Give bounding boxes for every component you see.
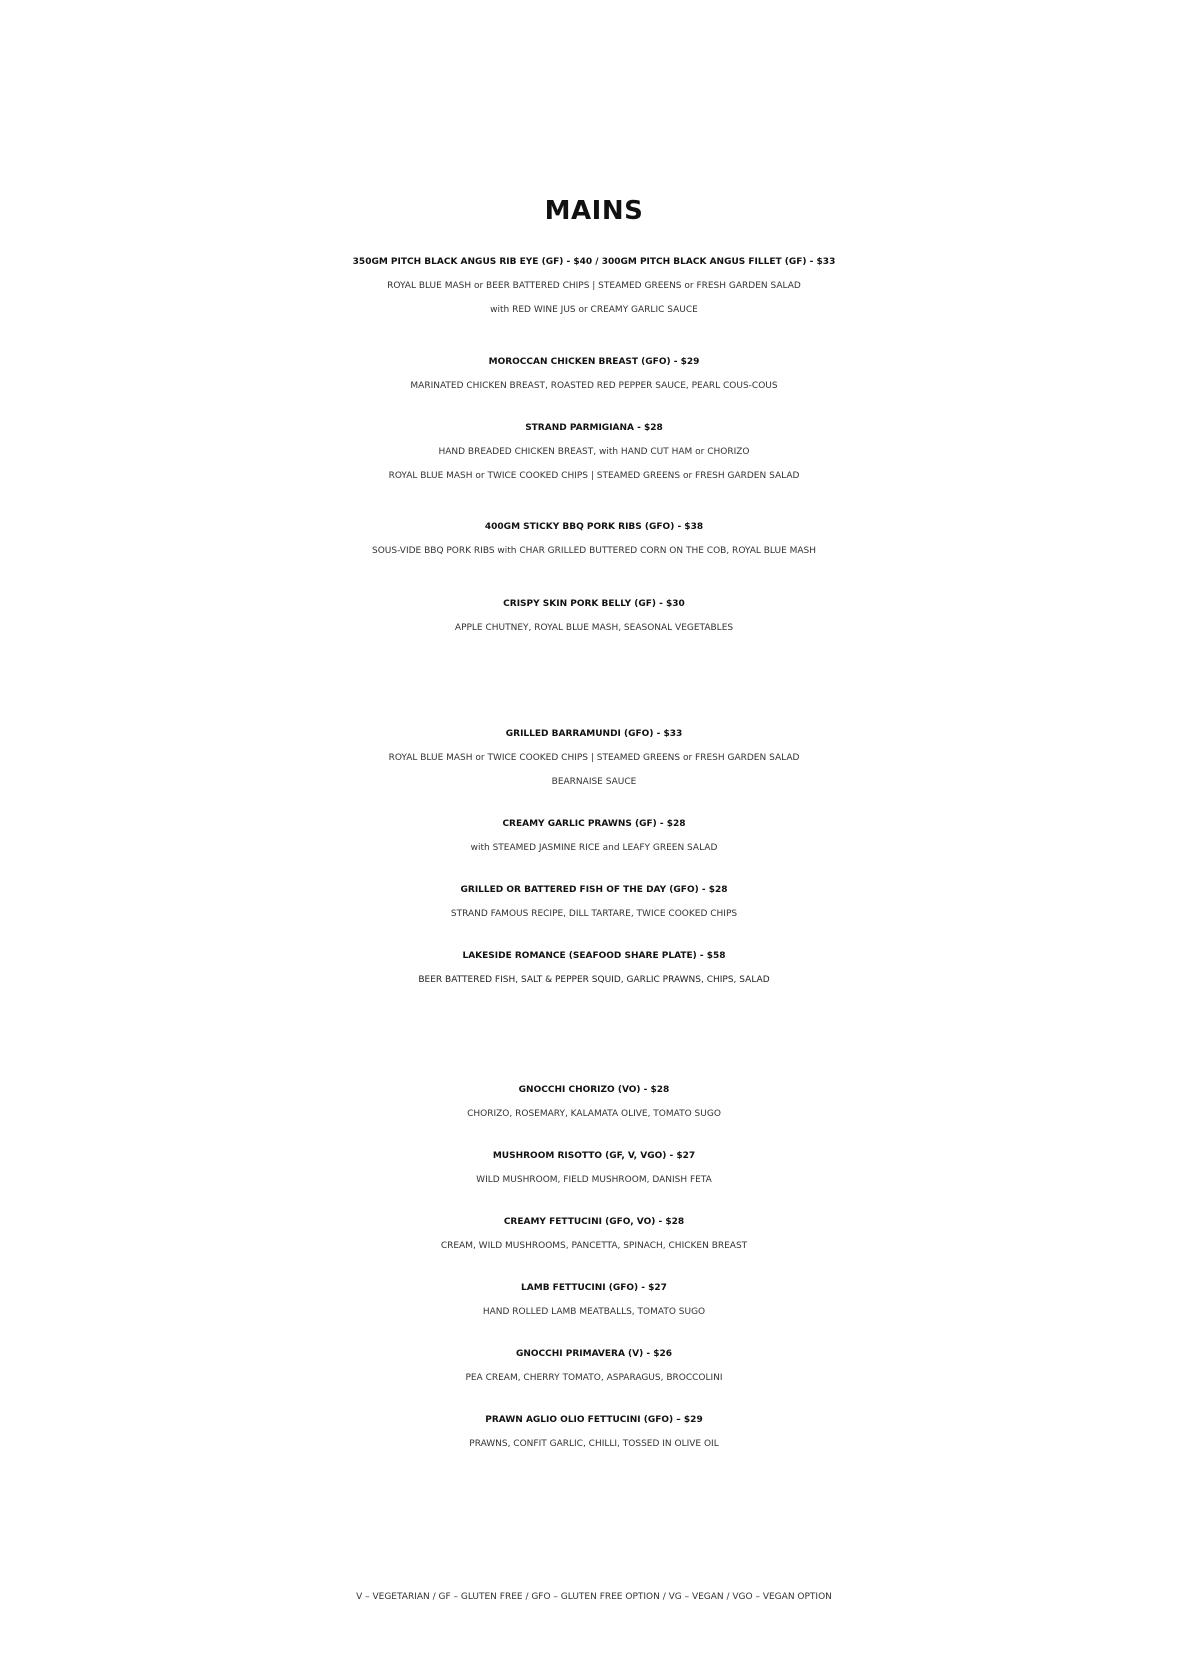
item-name: MOROCCAN CHICKEN BREAST (GFO) - $29 [488,357,700,367]
menu-item-rib-eye-fillet [0,250,1188,322]
dietary-legend: V – VEGETARIAN / GF – GLUTEN FREE / GFO – GLUTEN FREE OPTION / VG – VEGAN / VGO – VEGAN OPTION [356,1592,832,1602]
item-description: BEARNAISE SAUCE [551,777,637,787]
menu-item-mushroom-risotto [0,1144,1188,1192]
menu-item-creamy-fettucini [0,1210,1188,1258]
item-description: MARINATED CHICKEN BREAST, ROASTED RED PEPPER SAUCE, PEARL COUS-COUS [410,381,778,391]
item-description: with RED WINE JUS or CREAMY GARLIC SAUCE [490,305,698,315]
menu-item-lakeside-romance [0,944,1188,992]
item-name: 400GM STICKY BBQ PORK RIBS (GFO) - $38 [484,522,704,532]
item-name: GRILLED BARRAMUNDI (GFO) - $33 [505,729,683,739]
menu-item-strand-parmigiana [0,416,1188,488]
menu-item-prawn-aglio-olio [0,1408,1188,1456]
menu-item-moroccan-chicken [0,350,1188,398]
item-name: PRAWN AGLIO OLIO FETTUCINI (GFO) – $29 [485,1415,703,1425]
item-description: HAND BREADED CHICKEN BREAST, with HAND CUT HAM or CHORIZO [438,447,750,457]
item-description: HAND ROLLED LAMB MEATBALLS, TOMATO SUGO [482,1307,706,1317]
menu-item-barramundi [0,722,1188,794]
item-name: GNOCCHI PRIMAVERA (V) - $26 [515,1349,673,1359]
item-description: STRAND FAMOUS RECIPE, DILL TARTARE, TWICE COOKED CHIPS [450,909,738,919]
item-description: PEA CREAM, CHERRY TOMATO, ASPARAGUS, BROCCOLINI [465,1373,723,1383]
item-name: CREAMY FETTUCINI (GFO, VO) - $28 [503,1217,685,1227]
item-description: ROYAL BLUE MASH or TWICE COOKED CHIPS | STEAMED GREENS or FRESH GARDEN SALAD [388,753,800,763]
menu-item-fish-of-the-day [0,878,1188,926]
item-name: GRILLED OR BATTERED FISH OF THE DAY (GFO) - $28 [460,885,728,895]
item-description: CHORIZO, ROSEMARY, KALAMATA OLIVE, TOMATO SUGO [467,1109,721,1119]
menu-item-pork-ribs [0,515,1188,563]
menu-title: MAINS [544,196,644,226]
item-name: LAMB FETTUCINI (GFO) - $27 [521,1283,667,1293]
menu-item-lamb-fettucini [0,1276,1188,1324]
item-name: CRISPY SKIN PORK BELLY (GF) - $30 [503,599,685,609]
item-description: CREAM, WILD MUSHROOMS, PANCETTA, SPINACH, CHICKEN BREAST [440,1241,748,1251]
item-name: LAKESIDE ROMANCE (SEAFOOD SHARE PLATE) - $58 [462,951,726,961]
item-description: SOUS-VIDE BBQ PORK RIBS with CHAR GRILLED BUTTERED CORN ON THE COB, ROYAL BLUE MASH [371,546,817,556]
menu-item-pork-belly [0,592,1188,640]
item-description: APPLE CHUTNEY, ROYAL BLUE MASH, SEASONAL VEGETABLES [454,623,734,633]
menu-item-garlic-prawns [0,812,1188,860]
item-description: PRAWNS, CONFIT GARLIC, CHILLI, TOSSED IN OLIVE OIL [469,1439,719,1449]
item-description: ROYAL BLUE MASH or TWICE COOKED CHIPS | STEAMED GREENS or FRESH GARDEN SALAD [388,471,800,481]
item-name: MUSHROOM RISOTTO (GF, V, VGO) - $27 [492,1151,696,1161]
menu-item-gnocchi-primavera [0,1342,1188,1390]
item-name: CREAMY GARLIC PRAWNS (GF) - $28 [502,819,686,829]
item-description: with STEAMED JASMINE RICE and LEAFY GREEN SALAD [470,843,718,853]
item-name: STRAND PARMIGIANA - $28 [525,423,663,433]
item-description: WILD MUSHROOM, FIELD MUSHROOM, DANISH FETA [476,1175,712,1185]
item-description: ROYAL BLUE MASH or BEER BATTERED CHIPS | STEAMED GREENS or FRESH GARDEN SALAD [387,281,801,291]
menu-item-gnocchi-chorizo [0,1078,1188,1126]
item-description: BEER BATTERED FISH, SALT & PEPPER SQUID, GARLIC PRAWNS, CHIPS, SALAD [418,975,770,985]
item-name: 350GM PITCH BLACK ANGUS RIB EYE (GF) - $40 / 300GM PITCH BLACK ANGUS FILLET (GF) - $33 [352,257,836,267]
item-name: GNOCCHI CHORIZO (VO) - $28 [518,1085,670,1095]
